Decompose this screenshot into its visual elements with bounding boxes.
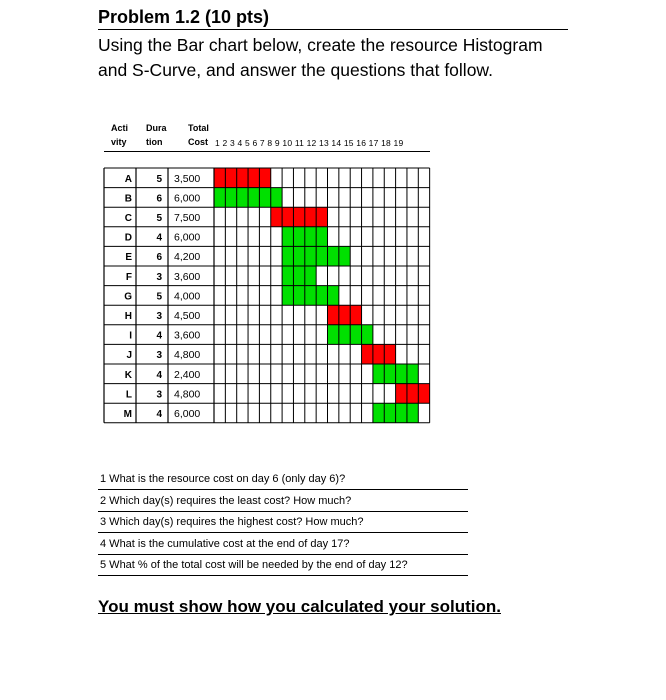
bar-cell-e [282, 246, 293, 266]
bar-cell-i [328, 325, 339, 345]
bar-cell-b [225, 188, 236, 208]
bar-cell-b [214, 188, 225, 208]
problem-title: Problem 1.2 (10 pts) [98, 7, 270, 27]
bar-cell-c [316, 207, 327, 227]
header-duration-line2: tion [146, 137, 163, 147]
activity-label: H [124, 311, 132, 322]
bar-cell-h [350, 305, 361, 325]
duration-value: 5 [156, 213, 162, 224]
cost-value: 3,600 [174, 329, 201, 342]
bar-cell-k [407, 364, 418, 384]
question-text: What is the resource cost on day 6 (only day 6)? [106, 473, 346, 485]
duration-value: 6 [156, 252, 162, 264]
duration-value: 3 [156, 389, 162, 401]
bar-cell-l [418, 384, 429, 404]
activity-label: L [125, 389, 132, 401]
bar-cell-g [328, 286, 339, 306]
bar-cell-b [259, 188, 270, 208]
cost-value: 4,200 [174, 251, 201, 264]
header-activity-line1: Acti [111, 123, 129, 133]
bar-cell-d [316, 227, 327, 247]
bar-cell-f [293, 266, 304, 286]
bar-cell-a [248, 168, 259, 188]
answer-line [98, 554, 468, 555]
duration-value: 4 [156, 409, 162, 420]
duration-value: 5 [156, 173, 162, 185]
bar-cell-k [373, 364, 384, 384]
bar-cell-f [282, 266, 293, 286]
bar-cell-a [225, 168, 236, 188]
answer-line [98, 532, 468, 533]
duration-value: 5 [156, 291, 162, 303]
cost-value: 3,600 [174, 270, 201, 283]
activity-label: M [123, 409, 132, 420]
cost-value: 3,500 [174, 172, 201, 185]
activity-label: G [124, 291, 132, 303]
activity-label: F [125, 271, 132, 283]
question-number: 2 [100, 494, 107, 507]
bar-cell-l [396, 384, 407, 404]
cost-value: 4,500 [174, 310, 201, 322]
question-1 [100, 473, 345, 485]
question-5 [100, 559, 408, 571]
question-2 [100, 495, 351, 507]
bar-cell-m [407, 403, 418, 423]
question-number: 3 [100, 516, 107, 528]
bar-cell-j [384, 344, 395, 364]
bar-cell-d [293, 227, 304, 247]
bar-cell-e [339, 246, 350, 266]
bar-cell-d [282, 227, 293, 247]
header-activity-line2: vity [111, 137, 127, 147]
bar-cell-i [339, 325, 350, 345]
question-number: 4 [100, 537, 107, 550]
day-number-header: 1 2 3 4 5 6 7 8 9 10 11 12 13 14 15 16 17 18 19 [215, 138, 404, 148]
bar-cell-a [237, 168, 248, 188]
activity-label: I [129, 330, 132, 342]
bar-cell-c [293, 207, 304, 227]
question-text: Which day(s) requires the least cost? How much? [106, 494, 352, 507]
duration-value: 3 [156, 271, 162, 283]
bar-cell-b [248, 188, 259, 208]
bar-cell-i [362, 325, 373, 345]
bar-cell-c [305, 207, 316, 227]
activity-label: C [124, 213, 132, 224]
cost-value: 6,000 [174, 408, 201, 420]
cost-value: 2,400 [174, 368, 201, 381]
bar-cell-g [316, 286, 327, 306]
header-cost-line1: Total [188, 123, 209, 133]
cost-value: 6,000 [174, 192, 201, 205]
activity-label: K [124, 369, 132, 381]
bar-cell-b [271, 188, 282, 208]
bar-cell-i [350, 325, 361, 345]
bar-cell-k [384, 364, 395, 384]
bar-cell-e [316, 246, 327, 266]
answer-line [98, 489, 468, 490]
duration-value: 4 [156, 369, 162, 381]
bar-cell-g [293, 286, 304, 306]
question-number: 1 [100, 473, 107, 485]
duration-value: 4 [156, 232, 162, 244]
cost-value: 4,800 [174, 388, 201, 401]
activity-label: A [124, 173, 132, 185]
header-cost-line2: Cost [188, 137, 208, 147]
question-4 [100, 538, 349, 550]
bar-cell-m [396, 403, 407, 423]
cost-value: 7,500 [174, 212, 201, 224]
bar-cell-e [305, 246, 316, 266]
cost-value: 4,000 [174, 290, 201, 303]
bar-cell-l [407, 384, 418, 404]
duration-value: 3 [156, 311, 162, 322]
bar-cell-g [282, 286, 293, 306]
activity-label: B [124, 193, 132, 205]
bar-cell-f [305, 266, 316, 286]
bar-cell-g [305, 286, 316, 306]
footer-instruction: You must show how you calculated your solution. [98, 597, 501, 616]
bar-cell-k [396, 364, 407, 384]
bar-cell-j [373, 344, 384, 364]
question-3 [100, 516, 364, 528]
cost-value: 6,000 [174, 231, 201, 244]
bar-cell-e [293, 246, 304, 266]
header-duration-line1: Dura [146, 123, 167, 133]
activity-label: E [125, 252, 132, 264]
duration-value: 6 [156, 193, 162, 205]
bar-cell-j [362, 344, 373, 364]
activity-label: J [126, 350, 132, 362]
bar-cell-m [373, 403, 384, 423]
question-text: What % of the total cost will be needed by the end of day 12? [106, 559, 408, 571]
answer-line [98, 511, 468, 512]
bar-cell-a [214, 168, 225, 188]
bar-cell-m [384, 403, 395, 423]
bar-cell-h [339, 305, 350, 325]
duration-value: 3 [156, 350, 162, 362]
bar-cell-e [328, 246, 339, 266]
bar-cell-d [305, 227, 316, 247]
bar-cell-a [259, 168, 270, 188]
problem-intro: Using the Bar chart below, create the resource Histogram and S-Curve, and answer the questions that follow. [98, 35, 543, 80]
question-text: Which day(s) requires the highest cost? How much? [106, 516, 364, 528]
bar-cell-c [271, 207, 282, 227]
cost-value: 4,800 [174, 349, 201, 362]
bar-cell-c [282, 207, 293, 227]
question-number: 5 [100, 559, 107, 571]
duration-value: 4 [156, 330, 162, 342]
answer-line [98, 575, 468, 576]
activity-label: D [124, 232, 132, 244]
bar-cell-h [328, 305, 339, 325]
bar-cell-b [237, 188, 248, 208]
question-text: What is the cumulative cost at the end of day 17? [106, 537, 350, 550]
